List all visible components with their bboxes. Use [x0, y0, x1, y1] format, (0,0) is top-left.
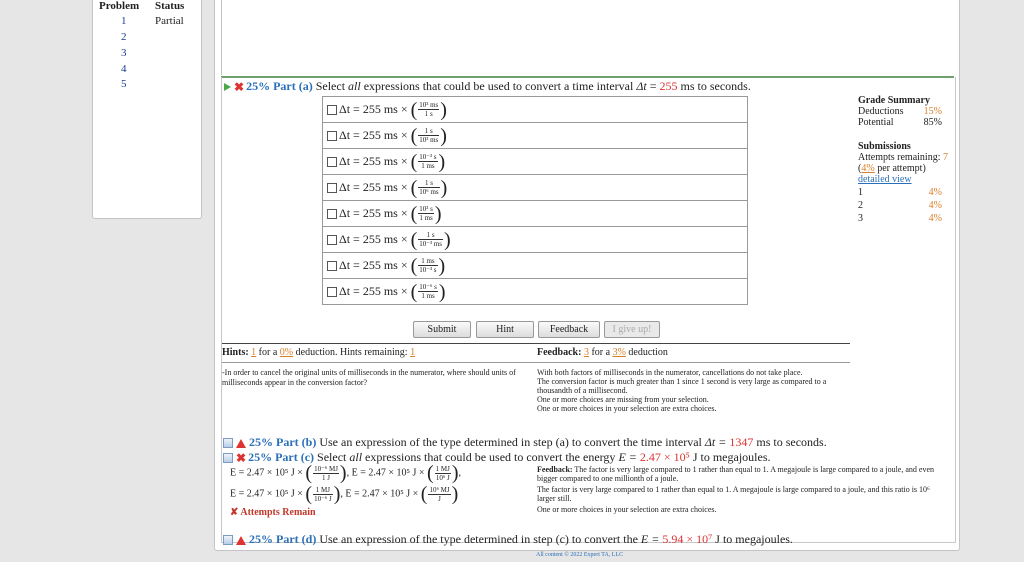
- given-value: 1347: [729, 435, 754, 449]
- checkbox[interactable]: [327, 235, 337, 245]
- give-up-button[interactable]: I give up!: [604, 321, 660, 338]
- option-expression: Δt = 255 ms ×: [339, 153, 408, 168]
- problem-1-status: Partial: [155, 15, 184, 27]
- submission-row: 1 4%: [858, 187, 942, 198]
- question-text: ms to seconds.: [756, 435, 827, 449]
- question-text: J to megajoules.: [692, 450, 771, 464]
- x-icon: ✘: [230, 507, 239, 518]
- part-c-selected-expressions: E = 2.47 × 10⁵ J × ( $\frac{\text{10⁻⁶ MJ}}{1 J}$ ), E = 2.47 × 10⁵ J × ( $\frac{1 MJ}{\text{10⁶ J}}$ ),: [230, 462, 462, 484]
- conversion-fraction: $\frac{\text{10³ s}}{1 ms}$: [419, 205, 433, 222]
- divider: [222, 343, 850, 344]
- given-value: 2.47 × 10⁵: [639, 450, 690, 464]
- option-expression: Δt = 255 ms ×: [339, 205, 408, 220]
- answer-option[interactable]: Δt = 255 ms × ( $\frac{1 s}{\text{10⁶ ms}}$ ): [323, 175, 748, 201]
- warning-icon: [236, 439, 246, 448]
- answer-option[interactable]: Δt = 255 ms × ( $\frac{1 ms}{\text{10⁻³ s}}$ ): [323, 253, 748, 279]
- grade-summary-panel: Grade Summary Deductions 15% Potential 85% Submissions Attempts remaining: 7 (4% per attempt) detailed view 1 4% 2 4% 3 4%: [858, 95, 948, 224]
- variable: E =: [618, 450, 637, 464]
- feedback-header: Feedback: 3 for a 3% deduction: [537, 347, 668, 358]
- problem-link-2[interactable]: 2: [121, 31, 127, 43]
- answer-options-table: [322, 96, 748, 305]
- conversion-fraction: $\frac{\text{10³ ms}}{1 s}$: [419, 101, 439, 118]
- option-expression: Δt = 255 ms ×: [339, 231, 408, 246]
- submit-button[interactable]: Submit: [413, 321, 471, 338]
- given-value: 5.94 × 10⁷: [662, 532, 713, 546]
- checkbox[interactable]: [327, 105, 337, 115]
- attempts-remain-status: ✘ Attempts Remain: [230, 507, 316, 518]
- question-text: J to megajoules.: [715, 532, 793, 546]
- conversion-fraction: $\frac{1 s}{\text{10⁻³ ms}}$: [419, 231, 442, 248]
- option-expression: Δt = 255 ms ×: [339, 283, 408, 298]
- option-expression: Δt = 255 ms ×: [339, 101, 408, 116]
- deductions-label: Deductions: [858, 106, 904, 117]
- answer-option[interactable]: Δt = 255 ms × ( $\frac{\text{10³ ms}}{1 s}$ ): [323, 97, 748, 123]
- part-b-label[interactable]: 25% Part (b): [249, 435, 317, 449]
- part-a-header: [224, 79, 751, 95]
- question-text: =: [649, 79, 657, 93]
- conversion-fraction: $\frac{1 s}{\text{10³ ms}}$: [419, 127, 439, 144]
- checkbox[interactable]: [327, 209, 337, 219]
- part-c-feedback: Feedback: The factor is very large compared to 1 rather than equal to 1. A megajoule is large compared to a joule, and even bigger compared to one millionth of a joule. The factor is very large compared to 1 rather than equal to 1. A megajoule is large compared to a joule, and this ratio is 10⁶ larger still. One or more choices in your selection are extra choices.: [537, 465, 934, 514]
- question-text: Use an expression of the type determined in step (a) to convert the time interval: [319, 435, 702, 449]
- status-column-header: Status: [155, 0, 185, 12]
- potential-value: 85%: [923, 117, 942, 128]
- checkbox[interactable]: [327, 287, 337, 297]
- problem-link-1[interactable]: 1: [121, 15, 127, 27]
- question-text: Select: [317, 450, 347, 464]
- per-attempt-pct: 4%: [861, 163, 875, 174]
- conversion-fraction: $\frac{1 s}{\text{10⁶ ms}}$: [419, 179, 439, 196]
- answer-option[interactable]: Δt = 255 ms × ( $\frac{\text{10⁻⁶ s}}{1 ms}$ ): [323, 279, 748, 305]
- problem-link-5[interactable]: 5: [121, 78, 127, 90]
- variable: Δt =: [704, 435, 727, 449]
- feedback-text: With both factors of milliseconds in the numerator, cancellations do not take place. The conversion factor is much greater than 1 since 1 second is very large as compared to a thousandth of a millisecond. One or more choices are missing from your selection. One or more choices in your selection are extra choices.: [537, 368, 827, 413]
- deductions-value: 15%: [923, 106, 942, 117]
- question-text: expressions that could be used to convert the energy: [365, 450, 616, 464]
- per-attempt-text: per attempt): [877, 163, 926, 174]
- question-text: expressions that could be used to convert a time interval: [363, 79, 634, 93]
- answer-option[interactable]: Δt = 255 ms × ( $\frac{\text{10⁻³ s}}{1 ms}$ ): [323, 149, 748, 175]
- part-d-label[interactable]: 25% Part (d): [249, 532, 317, 546]
- question-text: all: [348, 79, 361, 93]
- option-expression: Δt = 255 ms ×: [339, 127, 408, 142]
- hint-button[interactable]: Hint: [476, 321, 534, 338]
- question-text: ms to seconds.: [680, 79, 751, 93]
- option-expression: Δt = 255 ms ×: [339, 179, 408, 194]
- question-text: Select: [315, 79, 346, 93]
- checkbox[interactable]: [327, 131, 337, 141]
- answer-option[interactable]: Δt = 255 ms × ( $\frac{\text{10³ s}}{1 ms}$ ): [323, 201, 748, 227]
- part-c-selected-expressions: E = 2.47 × 10⁵ J × ( $\frac{1 MJ}{\text{10⁻⁶ J}}$ ), E = 2.47 × 10⁵ J × ( $\frac{\text{10⁶ MJ}}{J}$ ): [230, 483, 459, 505]
- problem-link-3[interactable]: 3: [121, 47, 127, 59]
- detailed-view-link[interactable]: detailed view: [858, 174, 912, 185]
- part-c-label[interactable]: 25% Part (c): [248, 450, 315, 464]
- submission-row: 3 4%: [858, 213, 942, 224]
- hints-header: Hints: 1 for a 0% deduction. Hints remaining: 1: [222, 347, 416, 358]
- divider: [215, 0, 222, 75]
- checkbox[interactable]: [327, 157, 337, 167]
- conversion-fraction: $\frac{\text{10⁻³ s}}{1 ms}$: [419, 153, 437, 170]
- incorrect-icon: ✖: [234, 79, 245, 94]
- conversion-fraction: $\frac{\text{10⁻⁶ s}}{1 ms}$: [419, 283, 437, 300]
- footer-copyright: All content © 2022 Expert TA, LLC: [536, 552, 624, 558]
- collapse-icon[interactable]: [223, 535, 233, 545]
- submission-row: 2 4%: [858, 200, 942, 211]
- play-icon[interactable]: [224, 83, 231, 91]
- submissions-title: Submissions: [858, 141, 911, 152]
- checkbox[interactable]: [327, 183, 337, 193]
- part-a-label[interactable]: 25% Part (a): [246, 79, 313, 93]
- conversion-fraction: $\frac{1 ms}{\text{10⁻³ s}}$: [419, 257, 437, 274]
- attempts-value: 7: [943, 152, 948, 163]
- part-b-header: [223, 435, 827, 450]
- question-text: Use an expression of the type determined in step (c) to convert the: [319, 532, 638, 546]
- warning-icon: [236, 536, 246, 545]
- grade-summary-title: Grade Summary: [858, 95, 930, 106]
- problem-link-4[interactable]: 4: [121, 63, 127, 75]
- hint-text: -In order to cancel the original units of milliseconds in the numerator, where should units of milliseconds appear in the conversion factor?: [222, 368, 516, 387]
- variable: E =: [640, 532, 660, 546]
- part-d-header: [223, 532, 793, 547]
- variable: Δt: [636, 79, 647, 93]
- collapse-icon[interactable]: [223, 453, 233, 463]
- checkbox[interactable]: [327, 261, 337, 271]
- answer-option[interactable]: Δt = 255 ms × ( $\frac{1 s}{\text{10⁻³ ms}}$ ): [323, 227, 748, 253]
- potential-label: Potential: [858, 117, 894, 128]
- question-text: all: [349, 450, 363, 464]
- incorrect-icon: ✖: [236, 450, 247, 465]
- attempts-label: Attempts remaining:: [858, 152, 941, 163]
- collapse-icon[interactable]: [223, 438, 233, 448]
- problem-sidebar: [92, 0, 202, 219]
- divider: [222, 362, 850, 363]
- answer-option[interactable]: Δt = 255 ms × ( $\frac{1 s}{\text{10³ ms}}$ ): [323, 123, 748, 149]
- problem-column-header: Problem: [99, 0, 140, 12]
- option-expression: Δt = 255 ms ×: [339, 257, 408, 272]
- feedback-button[interactable]: Feedback: [538, 321, 600, 338]
- given-value: 255: [659, 79, 678, 93]
